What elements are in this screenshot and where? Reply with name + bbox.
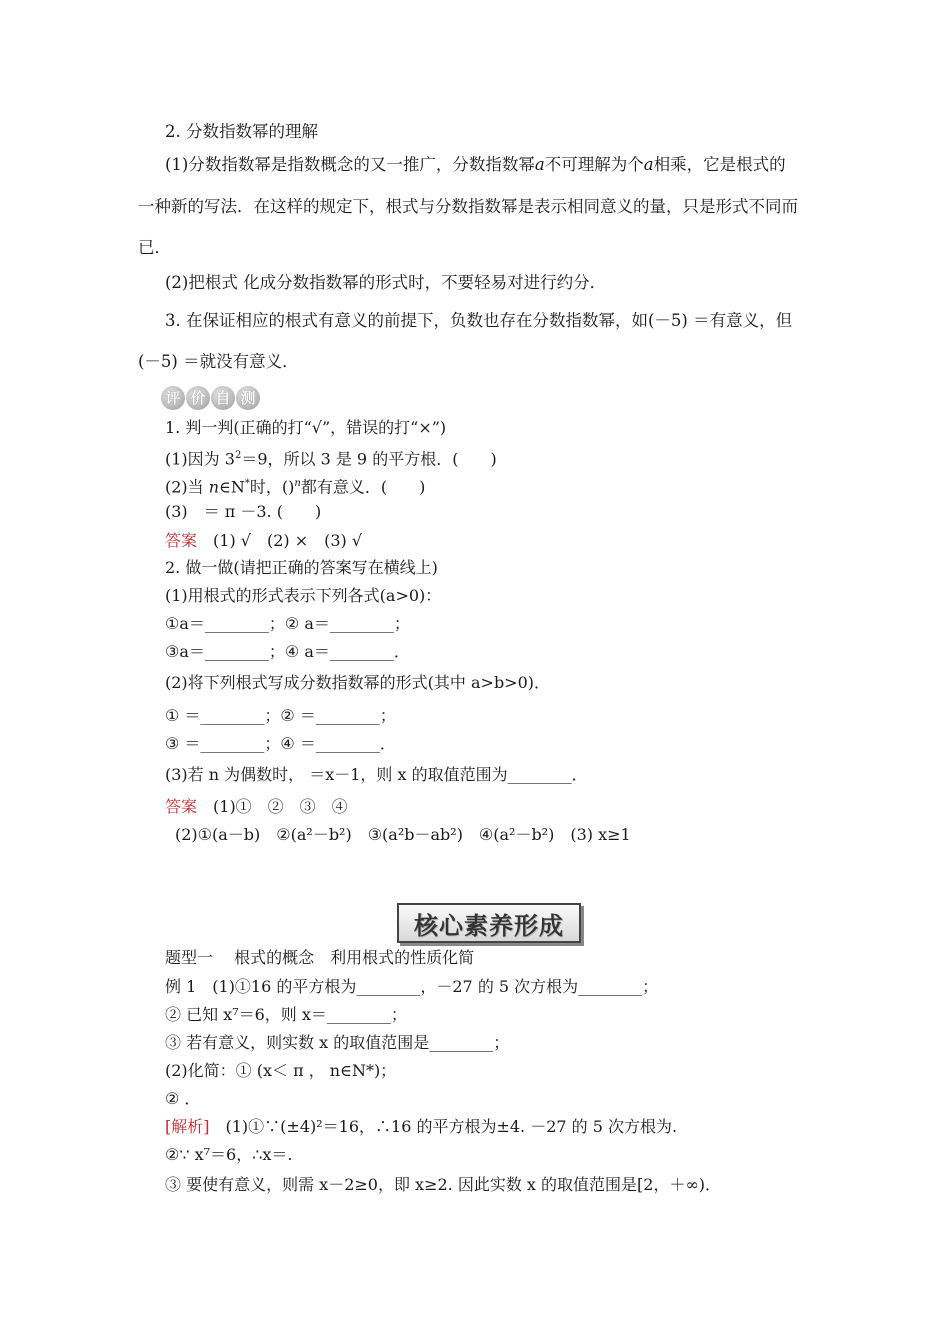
q2-sub-3: (3)若 n 为偶数时， ＝x－1，则 x 的取值范围为________．	[165, 765, 588, 784]
q2-answer-line-2: (2)①(a－b) ②(a²－b²) ③(a²b－ab²) ④(a²－b²) (3) x≥1	[175, 825, 631, 844]
example-1-line-1: 例 1 (1)①16 的平方根为________，－27 的 5 次方根为________；	[165, 977, 659, 996]
badge-char: 价	[186, 386, 210, 410]
type-title: 题型一 根式的概念 利用根式的性质化简	[165, 948, 475, 967]
section-3-line-2: (－5) ＝就没有意义．	[138, 352, 299, 371]
solution-line-2: ②∵ x⁷＝6，∴x＝.	[165, 1145, 293, 1164]
q2-row-4: ③ ＝________；④ ＝________．	[165, 734, 396, 753]
section-2-paragraph-2: (2)把根式 化成分数指数幂的形式时，不要轻易对进行约分．	[165, 273, 607, 292]
q1-item-1: (1)因为 $3^2=9$，所以 3 是 9 的平方根．( )	[165, 449, 497, 469]
q1-item-3: (3) ＝ π －3. ( )	[165, 502, 322, 521]
q2-row-3: ① ＝________；② ＝________；	[165, 706, 396, 725]
q1-title: 1. 判一判(正确的打“√”，错误的打“×”)	[165, 418, 447, 437]
core-literacy-banner: 核心素养形成	[397, 903, 581, 943]
section-2-paragraph-1-line-3: 已．	[138, 238, 171, 257]
q2-title: 2. 做一做(请把正确的答案写在横线上)	[165, 558, 438, 577]
q2-sub-1: (1)用根式的形式表示下列各式(a>0)：	[165, 586, 442, 605]
q2-row-2: ③a＝________；④ a＝________．	[165, 642, 410, 661]
q2-row-1: ①a＝________；② a＝________；	[165, 614, 410, 633]
q1-answer: 答案 (1) √ (2) × (3) √	[165, 531, 363, 550]
example-1-line-4: (2)化简：① (x＜ π ， n∈N*)；	[165, 1061, 397, 1080]
section-2-title: 2. 分数指数幂的理解	[165, 122, 318, 141]
q2-answer: 答案 (1)① ② ③ ④	[165, 797, 348, 816]
example-1-line-2: ② 已知 x⁷＝6，则 x＝________；	[165, 1005, 407, 1024]
badge-char: 测	[236, 386, 260, 410]
section-2-paragraph-1-line-2: 一种新的写法．在这样的规定下，根式与分数指数幂是表示相同意义的量，只是形式不同而	[138, 197, 798, 216]
solution-line-1: [解析] (1)①∵(±4)²＝16，∴16 的平方根为±4. －27 的 5 次方根为.	[165, 1117, 678, 1136]
self-evaluation-badge	[161, 385, 261, 411]
section-2-paragraph-1-line-1: (1)分数指数幂是指数概念的又一推广，分数指数幂a不可理解为个a相乘，它是根式的	[165, 155, 786, 174]
example-1-line-5: ② ．	[165, 1089, 201, 1108]
section-3-line-1: 3. 在保证相应的根式有意义的前提下，负数也存在分数指数幂，如(－5) ＝有意义，但	[165, 311, 793, 330]
badge-char: 评	[161, 386, 185, 410]
example-1-line-3: ③ 若有意义，则实数 x 的取值范围是________；	[165, 1033, 510, 1052]
q1-item-2: (2)当 n∈N*时，()$^n$都有意义．( )	[165, 477, 426, 497]
solution-line-3: ③ 要使有意义，则需 x－2≥0，即 x≥2. 因此实数 x 的取值范围是[2，＋∞)．	[165, 1175, 722, 1194]
badge-char: 自	[211, 386, 235, 410]
q2-sub-2: (2)将下列根式写成分数指数幂的形式(其中 a>b>0)．	[165, 673, 551, 692]
